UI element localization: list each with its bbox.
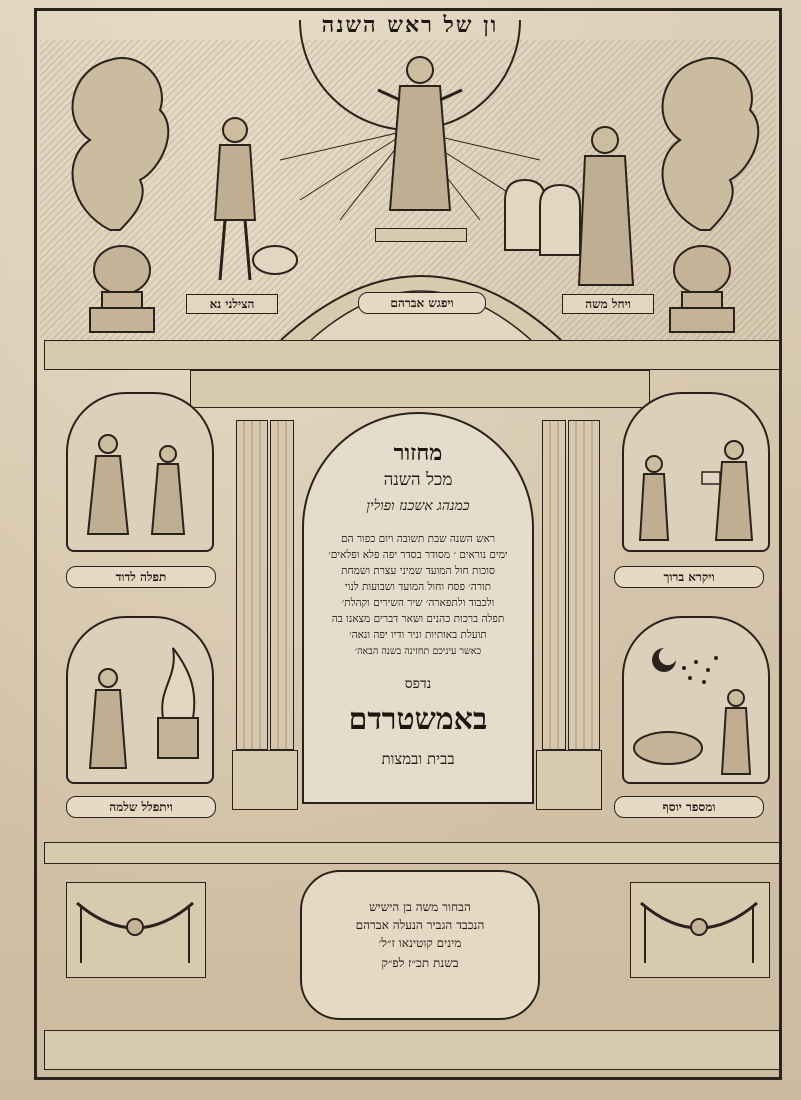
right-garland-icon	[631, 883, 767, 975]
city-name: באמשטרדם	[348, 702, 488, 737]
right-column-base	[536, 750, 602, 810]
body-line-7: תועלת באותיות וניר ודיו יפה ונאה׳	[349, 629, 487, 641]
center-figure-praying	[370, 50, 470, 230]
center-banner: ויפגש אברהם	[358, 292, 486, 314]
cartouche-line-4: בשנת תכ״ז לפ״ק	[381, 956, 459, 970]
body-line-2: ימים נוראים ׳ מסודר בסדר יפה פלא ופלאים׳	[328, 549, 508, 561]
body-line-8: כאשר עיניכם תחזינה בשנה הבאה׳	[354, 646, 482, 657]
harp-player-illustration	[68, 394, 212, 550]
title-panel	[302, 412, 534, 804]
scribe-reading-illustration	[624, 394, 768, 550]
right-inner-column	[542, 420, 566, 750]
printer-cartouche	[300, 870, 540, 1020]
body-line-1: ראש השנה שבת תשובה ויום כפור הם	[340, 533, 496, 545]
header-title: ון של ראש השנה	[321, 12, 499, 38]
left-urn-illustration	[50, 40, 180, 340]
arch-crown	[276, 232, 566, 342]
title-line-2: מכל השנה	[383, 470, 453, 490]
vignette-bottom-left-label: ויתפלל שלמה	[66, 796, 216, 818]
vignette-bottom-right	[622, 616, 770, 784]
body-line-4: תורה׳ פסח וחול המועד ושבועות לנוי	[344, 581, 492, 593]
right-urn-illustration	[640, 40, 770, 340]
entablature	[190, 370, 650, 408]
body-line-3: סוכות חול המועד שמיני עצרת ושמחת	[341, 565, 495, 577]
left-inner-column	[270, 420, 294, 750]
body-line-6: תפלה ברכות כהנים ושאר דברים מצאנו בה	[331, 613, 505, 625]
bottom-strip	[44, 1030, 780, 1070]
vignette-top-right	[622, 392, 770, 552]
left-garland-icon	[67, 883, 203, 975]
left-outer-column	[236, 420, 268, 750]
cornice	[44, 340, 780, 370]
cartouche-line-3: מינים קוטינאו ז״ל׳	[378, 936, 462, 950]
vignette-top-left	[66, 392, 214, 552]
footer-line: בבית ובמצות	[381, 750, 455, 768]
right-figure-label: ויחל משה	[562, 294, 654, 314]
title-line-1: מחזור	[393, 440, 443, 466]
right-outer-column	[568, 420, 600, 750]
left-column-base	[232, 750, 298, 810]
base-band	[44, 842, 780, 864]
vignette-top-right-label: ויקרא ברוך	[614, 566, 764, 588]
printed-label: נדפס	[404, 676, 432, 692]
left-figure-label: הצילני נא	[186, 294, 278, 314]
vignette-bottom-left	[66, 616, 214, 784]
cartouche-line-2: הנכבד הגביר הנעלה אברהם	[355, 918, 485, 932]
left-garland-plaque	[66, 882, 206, 978]
title-line-3: כמנהג אשכנז ופולין	[366, 498, 470, 514]
stars-and-sheaves-illustration	[624, 618, 768, 782]
cartouche-line-1: הבחור משה בן הישיש	[369, 900, 471, 914]
body-line-5: ולכבוד ולתפארה׳ שיר השירים וקהלת׳	[341, 597, 495, 609]
right-garland-plaque	[630, 882, 770, 978]
altar-fire-illustration	[68, 618, 212, 782]
vignette-top-left-label: תפלה לדוד	[66, 566, 216, 588]
vignette-bottom-right-label: ומספר יוסף	[614, 796, 764, 818]
